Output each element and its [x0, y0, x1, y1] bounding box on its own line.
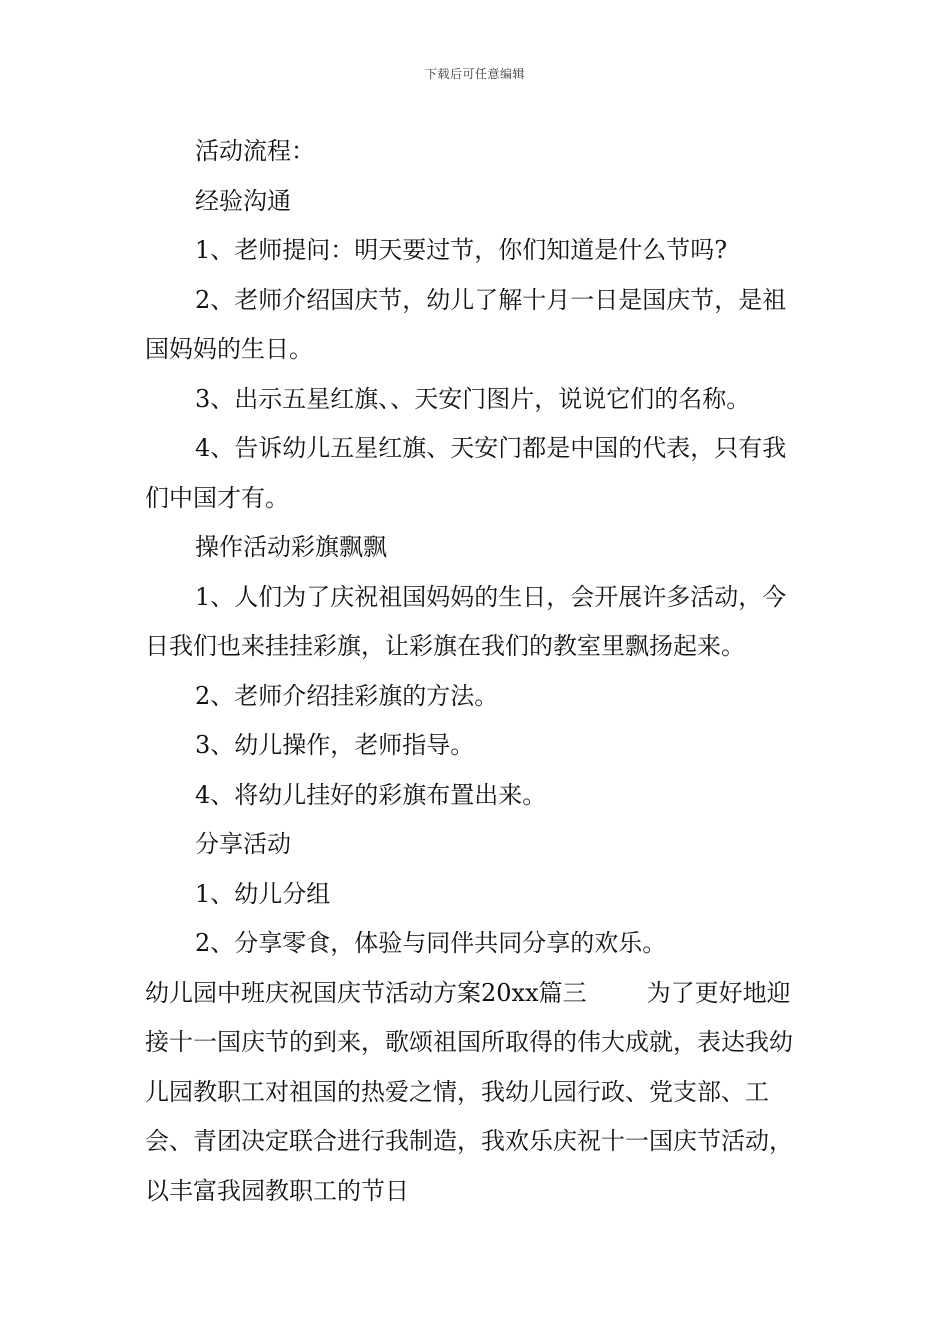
paragraph-step-4: 4、告诉幼儿五星红旗、天安门都是中国的代表，只有我们中国才有。 — [145, 434, 787, 512]
paragraph-share-heading: 分享活动 — [195, 830, 291, 858]
section-text: 为了更好地迎接十一国庆节的到来，歌颂祖国所取得的伟大成就，表达我幼儿园教职工对祖国的热爱之情，我幼儿园行政、党支部、工会、青团决定联合进行我制造，我欢乐庆祝十一国庆节活动，以丰富我园教职工的节日 — [145, 978, 793, 1205]
paragraph-step-3: 3、出示五星红旗、、天安门图片，说说它们的名称。 — [195, 384, 751, 413]
paragraph-share-step-1: 1、幼儿分组 — [195, 879, 331, 908]
paragraph-step-1: 1、老师提问：明天要过节，你们知道是什么节吗? — [195, 236, 728, 264]
paragraph-step-2: 2、老师介绍国庆节，幼儿了解十月一日是国庆节，是祖国妈妈的生日。 — [145, 285, 787, 363]
page-header: 下载后可任意编辑 — [424, 67, 525, 81]
paragraph-activity-process: 活动流程： — [195, 137, 315, 165]
paragraph-operation-heading: 操作活动彩旗飘飘 — [195, 533, 387, 561]
paragraph-experience-heading: 经验沟通 — [195, 186, 291, 215]
paragraph-op-step-4: 4、将幼儿挂好的彩旗布置出来。 — [195, 780, 547, 809]
paragraph-share-step-2: 2、分享零食，体验与同伴共同分享的欢乐。 — [195, 929, 667, 957]
paragraph-op-step-2: 2、老师介绍挂彩旗的方法。 — [195, 681, 499, 710]
paragraph-final — [145, 969, 807, 1217]
paragraph-op-step-3: 3、幼儿操作，老师指导。 — [195, 731, 475, 759]
document-body — [145, 127, 807, 1216]
paragraph-op-step-1: 1、人们为了庆祝祖国妈妈的生日，会开展许多活动，今日我们也来挂挂彩旗，让彩旗在我们的教室里飘扬起来。 — [145, 582, 787, 660]
section-title: 幼儿园中班庆祝国庆节活动方案20xx篇三 — [145, 978, 587, 1007]
